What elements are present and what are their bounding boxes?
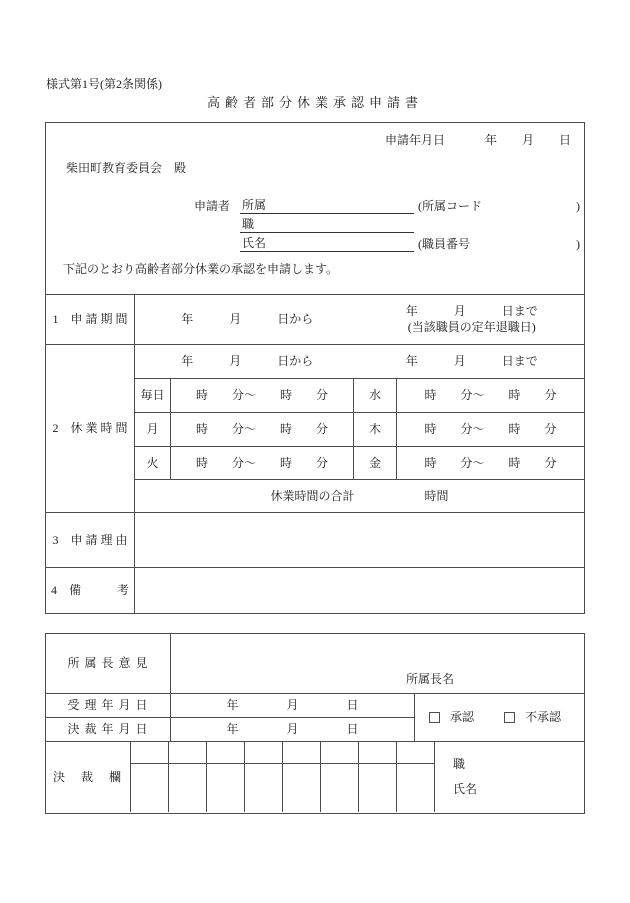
- time-range-field[interactable]: 時 分～ 時 分: [424, 422, 557, 436]
- section1-period-cell[interactable]: [135, 295, 584, 344]
- disapprove-checkbox[interactable]: [504, 712, 515, 723]
- decision-date-field[interactable]: 年 月 日: [226, 722, 359, 737]
- decision-date-row: [46, 717, 414, 741]
- application-date-month[interactable]: 月: [521, 133, 534, 147]
- application-date-year[interactable]: 年: [484, 133, 497, 147]
- day-label: 水: [354, 379, 397, 412]
- schedule-row-tue-fri: [135, 447, 584, 480]
- employee-no-field[interactable]: [414, 237, 580, 252]
- position-label: 職: [242, 217, 255, 231]
- total-hours-label: 休業時間の合計: [270, 488, 355, 503]
- total-hours-unit: 時間: [424, 488, 449, 503]
- section2-row: [46, 344, 584, 512]
- day-label: 火: [135, 447, 171, 479]
- decision-signer-cell[interactable]: [435, 742, 584, 812]
- application-date-label: 申請年月日: [384, 133, 445, 147]
- name-field[interactable]: [240, 236, 414, 252]
- approval-options-cell: [415, 694, 584, 741]
- section3-reason-field[interactable]: [135, 513, 584, 567]
- section1-note: (当該職員の定年退職日): [407, 320, 536, 334]
- schedule-row-mon-thu: [135, 413, 584, 447]
- time-range-field[interactable]: 時 分～ 時 分: [424, 455, 557, 470]
- signer-position-label: 職: [453, 757, 466, 771]
- section1-label: 1 申 請 期 間: [46, 295, 135, 344]
- section4-label: 4 備 考: [46, 568, 135, 613]
- time-range-field[interactable]: 時 分～ 時 分: [171, 413, 354, 446]
- schedule-row-everyday: [135, 379, 584, 413]
- stamp-cell[interactable]: [207, 742, 245, 812]
- section2-label: 2 休 業 時 間: [46, 345, 135, 512]
- section4-remarks-field[interactable]: [135, 568, 584, 613]
- stamp-cell[interactable]: [131, 742, 169, 812]
- approve-checkbox[interactable]: [429, 712, 440, 723]
- section2-period-to: 年 月 日まで: [405, 354, 538, 368]
- affiliation-field[interactable]: [240, 198, 414, 214]
- stamp-cell[interactable]: [321, 742, 359, 812]
- employee-no-close: ): [576, 237, 580, 251]
- time-range-field[interactable]: 時 分～ 時 分: [424, 388, 557, 402]
- disapprove-option[interactable]: [504, 710, 561, 725]
- stamp-cell[interactable]: [169, 742, 207, 812]
- stamp-cell[interactable]: [283, 742, 321, 812]
- day-label: 毎日: [135, 379, 171, 412]
- application-date-day[interactable]: 日: [558, 133, 571, 147]
- signer-name-label: 氏名: [453, 782, 478, 796]
- day-label: 木: [354, 413, 397, 446]
- stamp-cell[interactable]: [359, 742, 397, 812]
- section3-label: 3 申 請 理 由: [46, 513, 135, 567]
- form-number: 様式第1号(第2条関係): [46, 77, 162, 91]
- time-range-field[interactable]: 時 分～ 時 分: [171, 379, 354, 412]
- decision-grid-row: [46, 741, 584, 812]
- total-hours-row[interactable]: [135, 480, 584, 512]
- day-label: 月: [135, 413, 171, 446]
- employee-no-label: (職員番号: [418, 237, 470, 251]
- position-field[interactable]: [240, 217, 414, 233]
- section3-row: [46, 512, 584, 567]
- page-title: 高齢者部分休業承認申請書: [206, 95, 423, 110]
- statement: 下記のとおり高齢者部分休業の承認を申請します。: [63, 262, 339, 276]
- intro-area: [46, 123, 584, 294]
- supervisor-opinion-label: 所 属 長 意 見: [46, 634, 171, 693]
- approve-option[interactable]: [429, 710, 474, 725]
- stamp-cell[interactable]: [397, 742, 435, 812]
- supervisor-opinion-row: [46, 634, 584, 693]
- section1-to: 年 月 日まで: [405, 304, 538, 318]
- supervisor-opinion-field[interactable]: [171, 634, 584, 693]
- section1-row: [46, 294, 584, 344]
- affiliation-label: 所属: [242, 198, 267, 212]
- section2-period-from: 年 月 日から: [181, 354, 314, 368]
- day-label: 金: [354, 447, 397, 479]
- received-date-label: 受 理 年 月 日: [46, 694, 171, 717]
- approve-label: 承認: [450, 710, 475, 724]
- section1-from: 年 月 日から: [181, 312, 314, 326]
- decision-column-label: 決 裁 欄: [46, 742, 131, 812]
- received-date-field[interactable]: 年 月 日: [226, 698, 359, 713]
- disapprove-label: 不承認: [525, 710, 562, 724]
- affiliation-code-label: (所属コード: [418, 199, 482, 213]
- section2-period-row[interactable]: [135, 345, 584, 379]
- decision-date-label: 決 裁 年 月 日: [46, 718, 171, 741]
- applicant-label: 申請者: [194, 199, 231, 213]
- name-label: 氏名: [242, 236, 267, 250]
- section4-row: [46, 567, 584, 613]
- application-date-line: [385, 133, 571, 148]
- application-table: [45, 122, 585, 614]
- affiliation-code-field[interactable]: [414, 199, 580, 214]
- time-range-field[interactable]: 時 分～ 時 分: [171, 447, 354, 479]
- approval-table: [45, 633, 585, 814]
- addressee: 柴田町教育委員会 殿: [66, 161, 187, 175]
- supervisor-name-label: 所属長名: [406, 672, 455, 686]
- stamp-cell[interactable]: [245, 742, 283, 812]
- applicant-block: [194, 195, 580, 252]
- received-date-row: [46, 694, 414, 717]
- dates-row: [46, 693, 584, 741]
- affiliation-code-close: ): [576, 199, 580, 213]
- decision-stamp-grid: [131, 742, 435, 812]
